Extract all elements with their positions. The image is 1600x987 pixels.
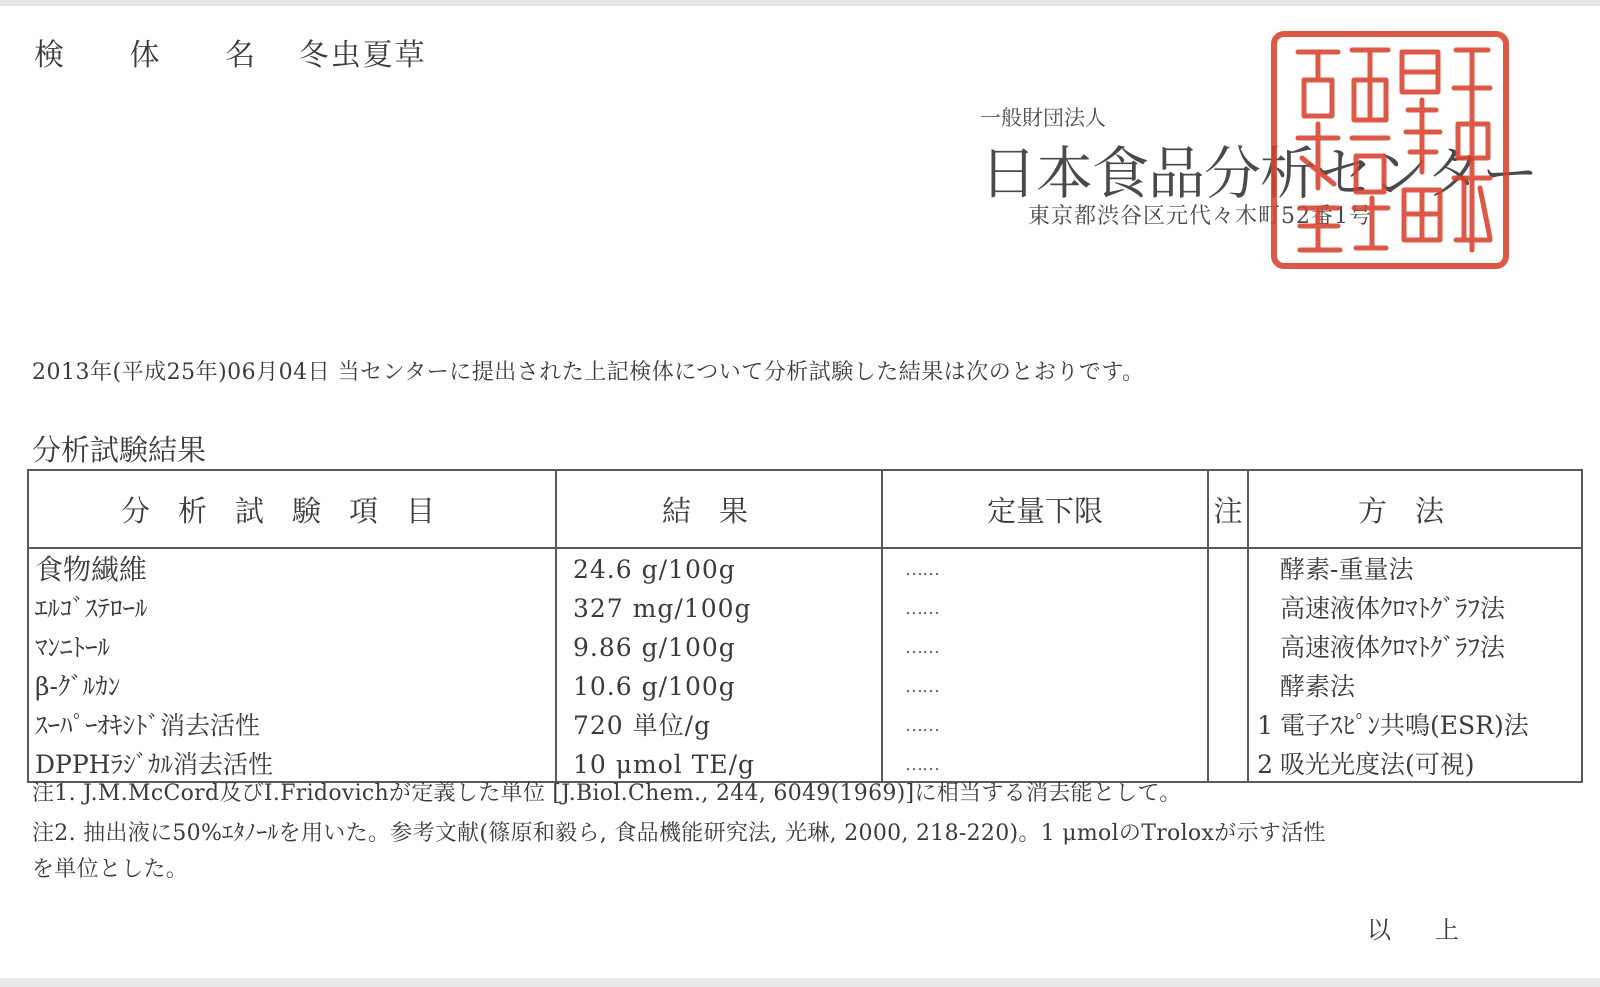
footnote-2-continued: を単位とした。 — [32, 857, 189, 882]
scan-edge-bottom — [0, 978, 1600, 987]
result-cell: 720 単位/g — [573, 711, 712, 740]
loq-cell: …… — [905, 598, 939, 619]
specimen-value: 冬虫夏草 — [298, 38, 427, 73]
result-cell: 24.6 g/100g — [573, 555, 736, 584]
header-method: 方法 — [1357, 493, 1472, 528]
loq-cell: …… — [905, 559, 939, 580]
results-table — [27, 469, 1583, 783]
table-row — [29, 628, 1581, 667]
result-cell: 9.86 g/100g — [573, 633, 736, 662]
org-kind: 一般財団法人 — [980, 106, 1106, 130]
header-divider — [29, 547, 1581, 549]
org-name: 日本食品分析センター — [980, 141, 1538, 207]
method-cell: 酵素-重量法 — [1280, 555, 1414, 584]
item-cell: ｴﾙｺﾞｽﾃﾛｰﾙ — [35, 594, 148, 623]
closing-mark: 以上 — [1367, 916, 1503, 944]
header-result: 結果 — [661, 493, 776, 528]
header-loq: 定量下限 — [986, 493, 1103, 528]
loq-cell: …… — [905, 715, 939, 736]
official-seal-stamp — [1268, 28, 1512, 272]
specimen-label: 検 体 名 — [34, 38, 284, 73]
item-cell: ﾏﾝﾆﾄｰﾙ — [35, 633, 111, 662]
header-item: 分析試験項目 — [120, 493, 463, 528]
item-cell: DPPHﾗｼﾞｶﾙ消去活性 — [35, 750, 273, 779]
table-row — [29, 667, 1581, 706]
result-cell: 10 μmol TE/g — [573, 750, 756, 779]
org-address: 東京都渋谷区元代々木町52番1号 — [1028, 204, 1372, 229]
note-cell — [1237, 589, 1273, 628]
table-row — [29, 706, 1581, 745]
table-row — [29, 550, 1581, 589]
note-cell — [1237, 667, 1273, 706]
header-note: 注 — [1213, 493, 1243, 528]
section-title: 分析試験結果 — [32, 433, 207, 467]
table-row — [29, 589, 1581, 628]
note-cell — [1237, 628, 1273, 667]
loq-cell: …… — [905, 754, 939, 775]
item-cell: β-ｸﾞﾙｶﾝ — [35, 672, 121, 701]
item-cell: ｽｰﾊﾟｰｵｷｼﾄﾞ消去活性 — [35, 711, 261, 740]
note-cell: 1 — [1257, 711, 1273, 740]
loq-cell: …… — [905, 637, 939, 658]
intro-sentence: 2013年(平成25年)06月04日 当センターに提出された上記検体について分析試験した結果は次のとおりです。 — [32, 360, 1145, 385]
scan-edge-top — [0, 0, 1600, 6]
method-cell: 電子ｽﾋﾟﾝ共鳴(ESR)法 — [1280, 711, 1529, 740]
specimen-line — [34, 30, 427, 74]
result-cell: 327 mg/100g — [573, 594, 752, 623]
note-cell — [1237, 550, 1273, 589]
result-cell: 10.6 g/100g — [573, 672, 736, 701]
method-cell: 吸光光度法(可視) — [1280, 750, 1475, 779]
note-cell: 2 — [1257, 750, 1273, 779]
footnote-1: 注1. J.M.McCord及びI.Fridovichが定義した単位 [J.Biol.Chem., 244, 6049(1969)]に相当する消去能として。 — [32, 781, 1182, 806]
item-cell: 食物繊維 — [35, 553, 148, 586]
method-cell: 高速液体ｸﾛﾏﾄｸﾞﾗﾌ法 — [1280, 633, 1506, 662]
method-cell: 高速液体ｸﾛﾏﾄｸﾞﾗﾌ法 — [1280, 594, 1506, 623]
footnote-2: 注2. 抽出液に50%ｴﾀﾉｰﾙを用いた。参考文献(篠原和毅ら, 食品機能研究法, 光琳, 2000, 218-220)。1 μmolのTroloxが示す活性 — [32, 821, 1326, 846]
loq-cell: …… — [905, 676, 939, 697]
method-cell: 酵素法 — [1280, 672, 1356, 701]
